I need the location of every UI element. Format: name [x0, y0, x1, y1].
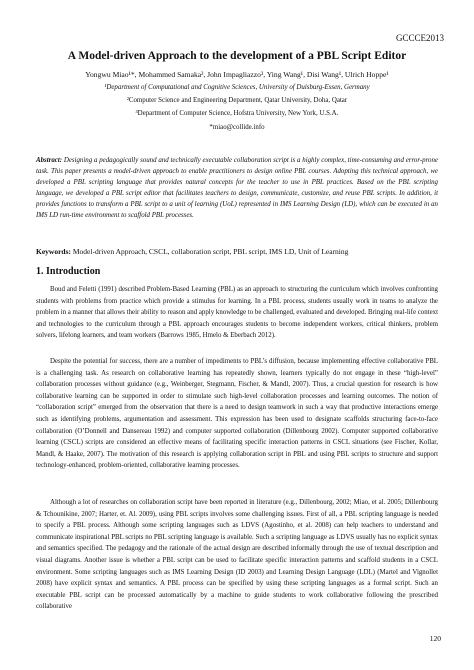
page-number: 120: [429, 634, 441, 643]
section-heading: 1. Introduction: [36, 266, 101, 277]
contact-email: *miao@collide.info: [209, 124, 265, 131]
keywords-text: Model-driven Approach, CSCL, collaboration script, PBL script, IMS LD, Unit of Learning: [71, 247, 349, 256]
abstract-label: Abstract:: [36, 157, 63, 164]
affiliation-1: ¹Department of Computational and Cognitive Sciences, University of Duisburg-Essen, Germany: [104, 84, 370, 91]
abstract: [36, 155, 438, 222]
affiliation-3: ³Department of Computer Science, Hofstra University, New York, U.S.A.: [135, 110, 339, 117]
conference-label: GCCCE2013: [395, 33, 444, 43]
paper-title: A Model-driven Approach to the development of a PBL Script Editor: [67, 50, 407, 62]
body-paragraph-3: Although a lot of researches on collaboration script have been reported in literature (e.g., Dillenbourg, 2002; Miao, et al. 2005; Dillenbourg & Tchounikine, 2007; Harter, et. Al. 2009), using PBL scripts involves some challenging issues. First of all, a PBL scripting language is needed to specify a PBL process. Although some scripting languages such as LDVS (Agostinho, et al. 2008) can help teachers to understand and communicate inspirational PBL scripts no PBL scripting language is available. Such a scripting language as LDVS usually has no explicit syntax and semantics specified. The pedagogy and the rationale of the actual design are described informally through the use of textual description and visual diagrams. Another issue is whether a PBL script can be used to facilitate specific interaction patterns and scaffold students in a CSCL environment. Some scripting languages such as IMS Learning Design (ID 2003) and Learning Design Language (LDL) (Martel and Vignollet 2008) have explicit syntax and semantics. A PBL process can be specified by using these scripting languages as a formal script. Such an executable PBL script can be processed automatically by a machine to guide students to work collaborative following the prescribed collaborative: [36, 499, 438, 611]
keywords: [36, 247, 348, 256]
keywords-label: Keywords:: [36, 247, 71, 256]
body-paragraph-1: Boud and Feletti (1991) described Problem-Based Learning (PBL) as an approach to structuring the curriculum which involves confronting students with problems from practice which provide a stimulus for learning. In a PBL process, students usually work in teams to analyze the problem in a manner that allows their ability to reason and apply knowledge to be challenged, evaluated and developed. Bringing real-life context and technologies to the curriculum through a PBL approach encourages students to become independent workers, critical thinkers, problem solvers, lifelong learners, and team workers (Barrows 1985, Hmelo & Eberbach 2012).: [36, 286, 439, 340]
affiliation-2: ²Computer Science and Engineering Department, Qatar University, Doha, Qatar: [126, 97, 348, 104]
author-list: Yongwu Miao¹*, Mohammed Samaka², John Impagliazzo³, Ying Wang¹, Disi Wang¹, Ulrich Hoppe¹: [85, 70, 389, 79]
body-paragraph-2: Despite the potential for success, there are a number of impediments to PBL’s diffusion, because implementing effective collaborative PBL is a challenging task. As research on collaborative learning has repeatedly shown, learners typically do not engage in these “high-level” collaboration processes without guidance (e.g., Weinberger, Stegmann, Fischer, & Mandl, 2007). Thus, a crucial question for research is how collaborative learning can be supported in order to stimulate such high-level collaboration processes and learning outcomes. The notion of “collaboration script” emerged from the observation that there is a need to design teamwork in such a way that productive interactions emerge such as identifying problems, argumentation and assessment. This expression has been used to designate scaffolds structuring face-to-face collaboration (O’Donnell and Dansereau 1992) and computer supported collaboration (Dillenbourg 2002). Computer supported collaborative learning (CSCL) scripts are considered an effective means of facilitating specific interaction patterns in CSCL situations (see Fischer, Kollar, Mandl, & Haake, 2007). The motivation of this research is applying collaboration script in PBL and using PBL scripts to structure and support technology-enhanced, problem-oriented, collaborative learning processes.: [36, 358, 438, 470]
abstract-text: Designing a pedagogically sound and technically executable collaboration script is a highly complex, time-consuming and error-prone task. This paper presents a model-driven approach to enable practitioners to design online PBL courses. Adopting this technical approach, we developed a PBL scripting language that provides natural concepts for the teacher to use in PBL practices. Based on the PBL scripting language, we developed a PBL script editor that facilitates teachers to design, communicate, customize, and reuse PBL scripts. In addition, it provides functions to transform a PBL script to a unit of learning (UoL) represented in IMS Learning Design (LD), which can be executed in an IMS LD run-time environment to scaffold PBL processes.: [36, 157, 438, 220]
